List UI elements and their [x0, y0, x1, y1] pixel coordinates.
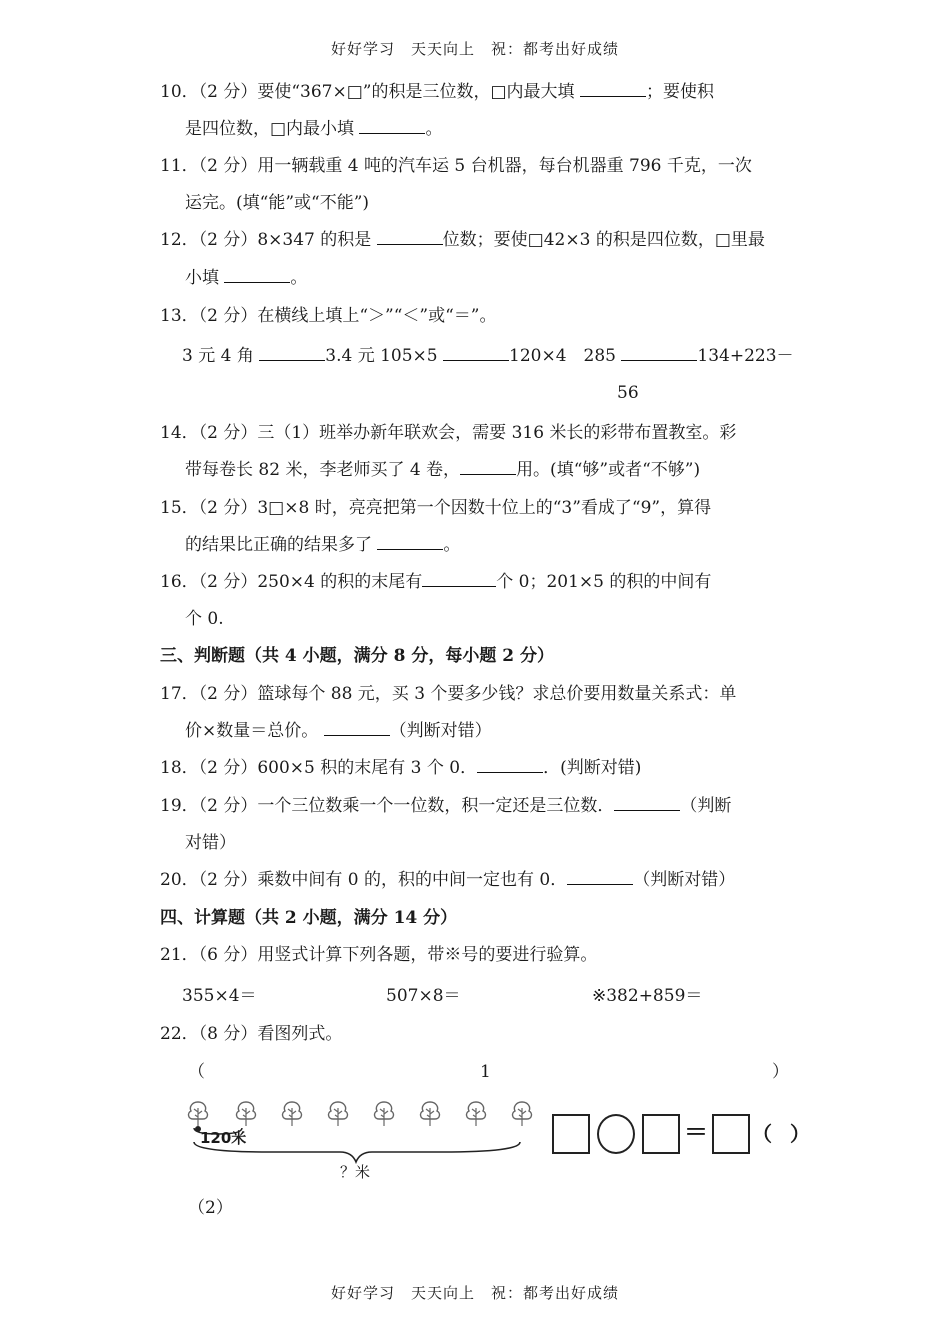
q14-blank[interactable] — [460, 458, 516, 475]
tree-icon — [375, 1102, 394, 1126]
page-header: 好好学习 天天向上 祝：都考出好成绩 — [330, 40, 619, 58]
question-17-line-2 — [185, 719, 492, 743]
total-label: ？米 — [340, 1163, 371, 1181]
q19-blank[interactable] — [614, 794, 680, 811]
tree-icon — [421, 1102, 440, 1126]
q12-blank-1[interactable] — [377, 228, 443, 245]
q21-expression-2: 507×8＝ — [386, 986, 461, 1006]
q10-blank-1[interactable] — [580, 80, 646, 97]
question-14-line-1: 14．（2 分）三（1）班举办新年联欢会，需要 316 米长的彩带布置教室。彩 — [160, 423, 737, 443]
section-4-title: 四、计算题（共 2 小题，满分 14 分） — [160, 908, 458, 928]
q13-blank-2[interactable] — [443, 344, 509, 361]
question-15-line-1: 15．（2 分）3□×8 时，亮亮把第一个因数十位上的“3”看成了“9”，算得 — [160, 498, 712, 518]
q10-text-b: ；要使积 — [645, 82, 714, 102]
q15-text-c: 。 — [443, 535, 461, 555]
unit-paren-close: ） — [790, 1122, 810, 1146]
question-17-line-1: 17．（2 分）篮球每个 88 元，买 3 个要多少钱？求总价要用数量关系式：单 — [160, 684, 737, 704]
question-16-line-1 — [160, 570, 711, 594]
q17-text-b1: 价×数量＝总价。 — [185, 721, 324, 741]
question-19-line-2: 对错） — [185, 833, 236, 853]
q10-text-a: 10．（2 分）要使“367×□”的积是三位数，□内最大填 — [160, 82, 580, 102]
question-19-line-1 — [160, 794, 731, 818]
q22-paren-close: ） — [772, 1062, 789, 1082]
question-10-line-1 — [160, 80, 714, 104]
question-12-line-2 — [185, 266, 307, 290]
q12-blank-2[interactable] — [224, 266, 290, 283]
question-18-line — [160, 756, 641, 780]
question-12-line-1 — [160, 228, 765, 252]
q12-text-a: 12．（2 分）8×347 的积是 — [160, 230, 377, 250]
q13-blank-3[interactable] — [621, 344, 697, 361]
tree-icon — [467, 1102, 486, 1126]
q12-text-b: 位数；要使□42×3 的积是四位数，□里最 — [442, 230, 765, 250]
q13-text-b3: 120×4 285 — [509, 346, 622, 366]
tree-icon — [283, 1102, 302, 1126]
answer-box-3[interactable] — [712, 1114, 750, 1154]
q10-text-d: 。 — [425, 119, 443, 139]
q10-text-c: 是四位数，□内最小填 — [185, 119, 360, 139]
q16-text-a1: 16．（2 分）250×4 的积的末尾有 — [160, 572, 423, 592]
q16-text-a2: 个 0；201×5 的积的中间有 — [496, 572, 712, 592]
q21-expression-3: ※382+859＝ — [592, 986, 703, 1006]
q13-text-b2: 3.4 元 105×5 — [325, 346, 444, 366]
q21-expression-1: 355×4＝ — [182, 986, 257, 1006]
q13-blank-1[interactable] — [259, 344, 325, 361]
q22-paren-open: （ — [188, 1062, 205, 1082]
tree-icon — [189, 1102, 208, 1126]
question-15-line-2 — [185, 533, 460, 557]
answer-box-1[interactable] — [552, 1114, 590, 1154]
question-21-line: 21．（6 分）用竖式计算下列各题，带※号的要进行验算。 — [160, 945, 598, 965]
q15-text-b: 的结果比正确的结果多了 — [185, 535, 378, 555]
q20-blank[interactable] — [567, 868, 633, 885]
q18-text-a1: 18．（2 分）600×5 积的末尾有 3 个 0． — [160, 758, 478, 778]
segment-label: 120米 — [200, 1129, 247, 1147]
q22-part-2-label: （2） — [188, 1198, 233, 1218]
q19-text-a1: 19．（2 分）一个三位数乘一个一位数，积一定还是三位数． — [160, 796, 615, 816]
q14-text-b2: 用。(填“够”或者“不够”) — [516, 460, 701, 480]
q17-text-b2: （判断对错） — [389, 721, 492, 741]
q13-text-b4: 134+223－ — [697, 346, 794, 366]
question-13-line-1: 13．（2 分）在横线上填上“＞”“＜”或“＝”。 — [160, 306, 497, 326]
unit-paren-open: （ — [752, 1122, 772, 1146]
tree-icon — [513, 1102, 532, 1126]
question-11-line-2: 运完。(填“能”或“不能”) — [185, 193, 370, 213]
question-14-line-2 — [185, 458, 700, 482]
q18-text-a2: ．(判断对错) — [543, 758, 642, 778]
equals-sign: ＝ — [684, 1117, 708, 1146]
q20-text-a1: 20．（2 分）乘数中间有 0 的，积的中间一定也有 0． — [160, 870, 568, 890]
q22-part-number: 1 — [480, 1062, 491, 1082]
question-11-line-1: 11．（2 分）用一辆载重 4 吨的汽车运 5 台机器，每台机器重 796 千克，一次 — [160, 156, 752, 176]
tree-icon — [237, 1102, 256, 1126]
section-3-title: 三、判断题（共 4 小题，满分 8 分，每小题 2 分） — [160, 646, 554, 666]
q18-blank[interactable] — [477, 756, 543, 773]
q12-text-c: 小填 — [185, 268, 225, 288]
q12-text-d: 。 — [290, 268, 308, 288]
q15-blank[interactable] — [377, 533, 443, 550]
page-footer: 好好学习 天天向上 祝：都考出好成绩 — [330, 1284, 619, 1302]
q13-text-b1: 3 元 4 角 — [182, 346, 260, 366]
question-22-line: 22．（8 分）看图列式。 — [160, 1024, 343, 1044]
operator-circle[interactable] — [597, 1114, 635, 1154]
question-10-line-2 — [185, 117, 442, 141]
q16-blank[interactable] — [422, 570, 496, 587]
q10-blank-2[interactable] — [359, 117, 425, 134]
question-16-line-2: 个 0. — [185, 609, 224, 629]
q14-text-b1: 带每卷长 82 米，李老师买了 4 卷， — [185, 460, 461, 480]
tree-icon — [329, 1102, 348, 1126]
answer-box-2[interactable] — [642, 1114, 680, 1154]
q20-text-a2: （判断对错） — [633, 870, 736, 890]
question-13-line-2 — [182, 344, 794, 368]
q19-text-a2: （判断 — [680, 796, 732, 816]
q17-blank[interactable] — [324, 719, 390, 736]
question-13-line-3: 56 — [617, 383, 639, 403]
question-20-line — [160, 868, 735, 892]
